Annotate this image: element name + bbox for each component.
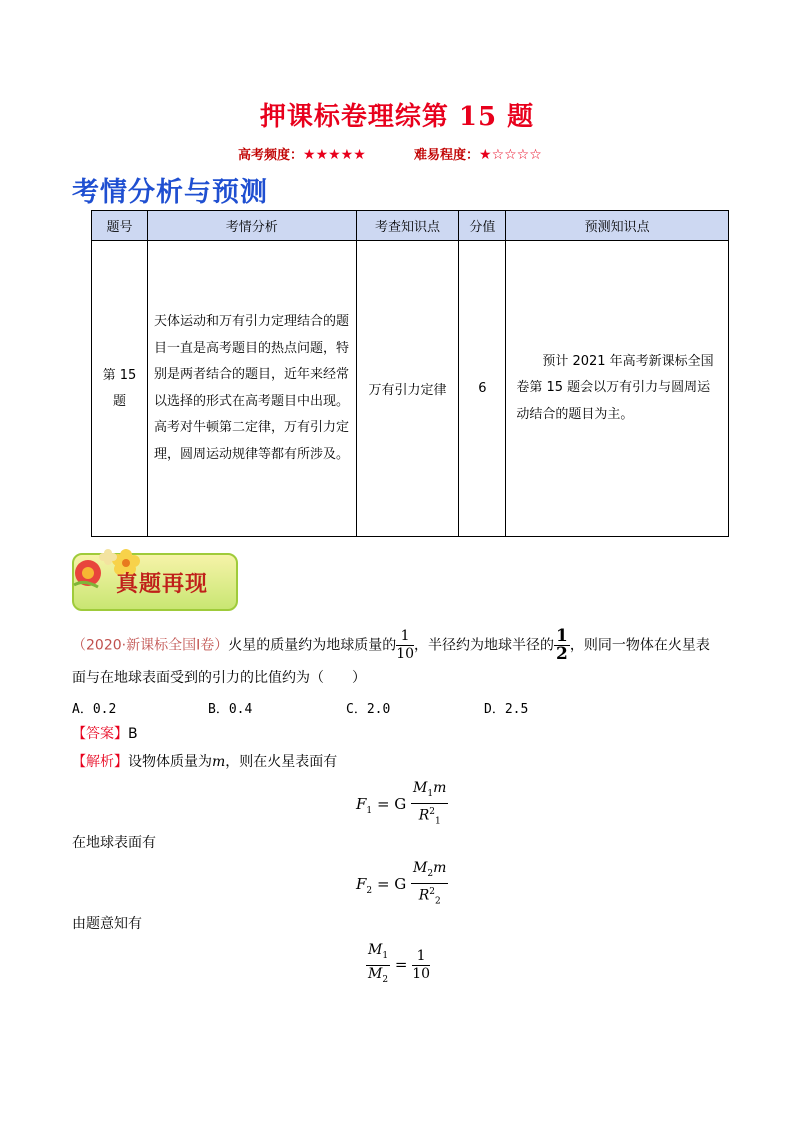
fraction-denominator: 2 bbox=[556, 644, 568, 664]
formula-den-sup: 2 bbox=[429, 886, 435, 897]
banner-text: 真题再现 bbox=[116, 571, 209, 597]
analysis-label: 【解析】 bbox=[72, 754, 128, 770]
analysis-var-m: m bbox=[212, 754, 226, 770]
question-line-1 bbox=[72, 628, 732, 663]
analysis-line-2: 在地球表面有 bbox=[72, 835, 156, 851]
analysis-line-1 bbox=[72, 752, 337, 772]
formula-fraction bbox=[411, 780, 448, 830]
header-analysis: 考情分析 bbox=[147, 211, 356, 241]
formula-num-sub: 1 bbox=[427, 788, 434, 799]
formula-eq: = bbox=[394, 955, 408, 974]
formula-f3 bbox=[366, 942, 430, 989]
question-text-1: 火星的质量约为地球质量的 bbox=[228, 637, 397, 654]
frequency-stars: ★★★★★ bbox=[303, 147, 366, 163]
formula-rhs-num: 1 bbox=[412, 948, 430, 966]
section-banner bbox=[64, 545, 236, 611]
header-question: 题号 bbox=[92, 211, 148, 241]
fraction-one-tenth bbox=[396, 628, 414, 663]
header-score: 分值 bbox=[459, 211, 506, 241]
question-text-3: ，则同一物体在火星表 bbox=[569, 637, 710, 654]
formula-num: M bbox=[413, 780, 428, 796]
formula-f1 bbox=[356, 780, 448, 830]
analysis-line-3: 由题意知有 bbox=[72, 916, 142, 932]
formula-fraction bbox=[411, 860, 448, 910]
formula-eq: = G bbox=[376, 875, 407, 894]
analysis-text-a: 设物体质量为 bbox=[128, 754, 212, 770]
difficulty-stars: ★☆☆☆☆ bbox=[479, 147, 542, 163]
cell-score: 6 bbox=[459, 241, 506, 537]
option-d: D．2.5 bbox=[484, 702, 529, 717]
formula-den-sup: 2 bbox=[429, 806, 435, 817]
question-source: （2020·新课标全国Ⅰ卷） bbox=[72, 637, 229, 654]
formula-den: R bbox=[418, 887, 430, 904]
table-row bbox=[92, 241, 729, 537]
formula-f2 bbox=[356, 860, 448, 910]
difficulty-rating bbox=[414, 144, 542, 163]
header-knowledge: 考查知识点 bbox=[356, 211, 459, 241]
difficulty-label: 难易程度： bbox=[414, 148, 480, 163]
fraction-numerator: 1 bbox=[396, 628, 414, 646]
cell-knowledge: 万有引力定律 bbox=[356, 241, 459, 537]
option-a: A．0.2 bbox=[72, 702, 117, 717]
formula-num: M bbox=[368, 942, 383, 958]
analysis-table bbox=[91, 210, 729, 537]
header-prediction: 预测知识点 bbox=[506, 211, 729, 241]
formula-den-sub: 1 bbox=[435, 816, 441, 827]
formula-den-sub: 2 bbox=[382, 974, 389, 985]
cell-analysis: 天体运动和万有引力定理结合的题目一直是高考题目的热点问题，特别是两者结合的题目，近年来经常以选择的形式在高考题目中出现。高考对牛顿第二定律，万有引力定理，圆周运动规律等都有所涉及。 bbox=[147, 241, 356, 537]
question-text-2: ，半径约为地球半径的 bbox=[414, 637, 555, 654]
question-line-2: 面与在地球表面受到的引力的比值约为（ ） bbox=[72, 670, 366, 686]
formula-lhs: F bbox=[356, 795, 367, 814]
section-heading: 考情分析与预测 bbox=[72, 177, 268, 208]
formula-lhs: F bbox=[356, 875, 367, 894]
formula-lhs-sub: 2 bbox=[366, 886, 373, 897]
formula-lhs-sub: 1 bbox=[366, 806, 373, 817]
formula-rhs-fraction bbox=[412, 948, 430, 983]
formula-num-sub: 1 bbox=[382, 950, 389, 961]
option-c: C．2.0 bbox=[346, 702, 391, 717]
formula-den: M bbox=[368, 965, 383, 982]
page-title: 押课标卷理综第 15 题 bbox=[259, 102, 535, 132]
frequency-rating bbox=[238, 144, 366, 163]
cell-question: 第 15 题 bbox=[92, 241, 148, 537]
option-b: B．0.4 bbox=[208, 702, 253, 717]
answer-line bbox=[72, 724, 138, 744]
fraction-denominator: 10 bbox=[396, 646, 415, 662]
formula-num: M bbox=[413, 860, 428, 876]
formula-mass-ratio bbox=[366, 942, 390, 989]
answer-label: 【答案】 bbox=[72, 726, 128, 742]
table-header-row bbox=[92, 211, 729, 241]
formula-num-tail: m bbox=[433, 780, 447, 796]
formula-den: R bbox=[418, 807, 430, 824]
formula-num-tail: m bbox=[433, 860, 447, 876]
formula-den-sub: 2 bbox=[435, 896, 441, 907]
cell-prediction: 预计 2021 年高考新课标全国卷第 15 题会以万有引力与圆周运动结合的题目为主。 bbox=[506, 241, 729, 537]
answer-value: B bbox=[128, 726, 138, 742]
fraction-numerator: 1 bbox=[556, 626, 568, 646]
formula-num-sub: 2 bbox=[427, 868, 434, 879]
frequency-label: 高考频度： bbox=[238, 148, 304, 163]
analysis-text-b: ，则在火星表面有 bbox=[225, 754, 338, 770]
formula-rhs-den: 10 bbox=[412, 965, 431, 982]
formula-eq: = G bbox=[376, 795, 407, 814]
fraction-one-half bbox=[554, 628, 570, 663]
